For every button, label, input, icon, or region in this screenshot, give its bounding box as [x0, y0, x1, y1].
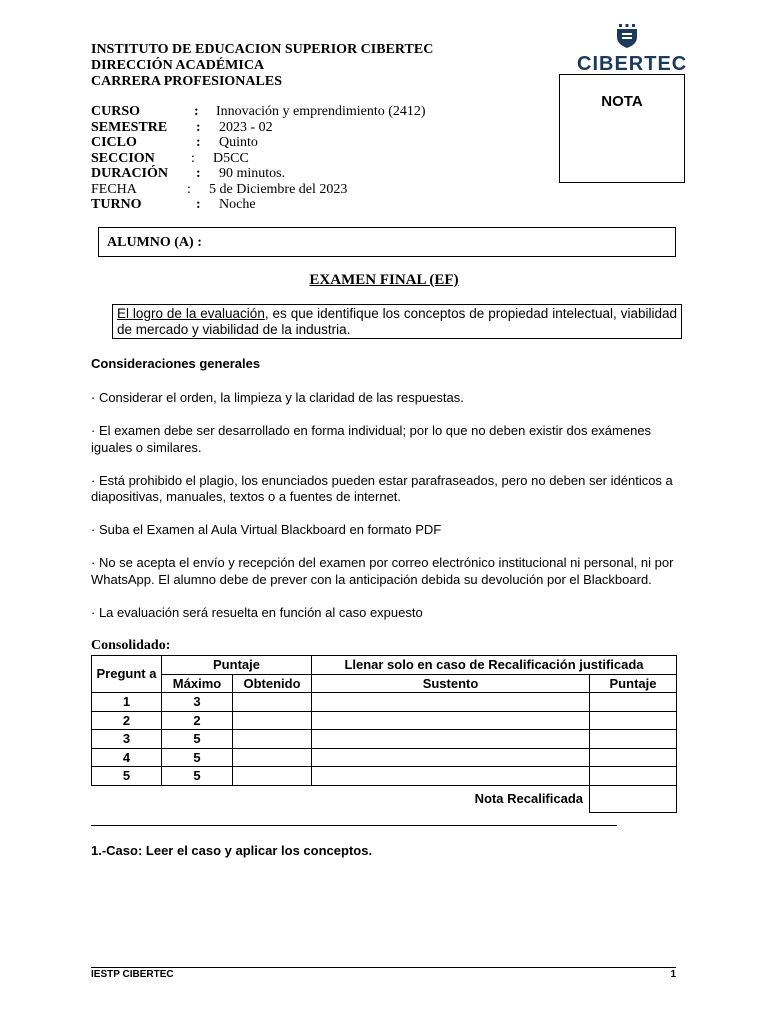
- puntaje-cell[interactable]: [590, 748, 677, 767]
- info-label: SEMESTRE: [91, 119, 168, 135]
- nota-recalificada-cell[interactable]: [590, 785, 677, 812]
- career-name: CARRERA PROFESIONALES: [91, 74, 282, 89]
- maximo-cell: 2: [162, 711, 233, 730]
- pregunta-cell: 5: [92, 767, 162, 786]
- table-subheader-row: [92, 674, 677, 693]
- list-item: · Está prohibido el plagio, los enunciados pueden estar parafraseados, pero no deben ser idénticos a diapositivas, manuales, textos o a fuentes de internet.: [91, 472, 673, 504]
- list-item: · Suba el Examen al Aula Virtual Blackboard en formato PDF: [91, 522, 442, 537]
- maximo-cell: 5: [162, 730, 233, 749]
- logro-underlined: El logro de la evaluación: [117, 306, 265, 321]
- table-row: [92, 767, 677, 786]
- institution-name: INSTITUTO DE EDUCACION SUPERIOR CIBERTEC: [91, 42, 434, 57]
- sustento-cell[interactable]: [312, 693, 590, 712]
- logro-box: [112, 304, 682, 339]
- header-sustento: Sustento: [312, 674, 590, 693]
- info-label: DURACIÓN: [91, 166, 168, 181]
- info-value: Innovación y emprendimiento (2412): [216, 104, 426, 119]
- info-separator: :: [196, 197, 201, 212]
- puntaje-cell[interactable]: [590, 730, 677, 749]
- info-label: FECHA: [91, 181, 137, 197]
- info-separator: :: [194, 104, 199, 119]
- consolidado-title: Consolidado:: [91, 638, 171, 653]
- considerations-list: [91, 390, 681, 638]
- footer-institution: IESTP CIBERTEC: [91, 969, 174, 980]
- maximo-cell: 5: [162, 748, 233, 767]
- info-value: 90 minutos.: [219, 166, 286, 181]
- footer-line: [91, 967, 676, 968]
- maximo-cell: 3: [162, 693, 233, 712]
- empty-cell: [233, 785, 312, 812]
- institution-header: [91, 42, 433, 90]
- direction-name: DIRECCIÓN ACADÉMICA: [91, 58, 265, 73]
- logo-text: CIBERTEC: [577, 53, 688, 75]
- info-label: CURSO: [91, 104, 141, 119]
- pregunta-cell: 1: [92, 693, 162, 712]
- obtenido-cell[interactable]: [233, 693, 312, 712]
- obtenido-cell[interactable]: [233, 711, 312, 730]
- info-separator: :: [196, 166, 201, 181]
- info-value: Quinto: [219, 135, 258, 150]
- sustento-cell[interactable]: [312, 730, 590, 749]
- consolidado-table: [91, 655, 677, 813]
- info-separator: :: [187, 181, 191, 197]
- table-row: [92, 711, 677, 730]
- table-header-row: [92, 656, 677, 675]
- sustento-cell[interactable]: [312, 767, 590, 786]
- info-value: Noche: [219, 197, 256, 212]
- pregunta-cell: 3: [92, 730, 162, 749]
- alumno-field[interactable]: [98, 227, 676, 257]
- header-maximo: Máximo: [162, 674, 233, 693]
- info-separator: :: [191, 150, 195, 166]
- list-item: · No se acepta el envío y recepción del examen por correo electrónico institucional ni personal, ni por WhatsApp. El alumno debe de prever con la anticipación debida su devolución por el Blackboard.: [91, 555, 674, 587]
- puntaje-cell[interactable]: [590, 711, 677, 730]
- obtenido-cell[interactable]: [233, 748, 312, 767]
- table-row: [92, 748, 677, 767]
- empty-cell: [92, 785, 162, 812]
- puntaje-cell[interactable]: [590, 767, 677, 786]
- nota-recalificada-row: [92, 785, 677, 812]
- nota-recalificada-label: Nota Recalificada: [474, 791, 583, 807]
- cibertec-logo: [577, 24, 688, 75]
- exam-title: EXAMEN FINAL (EF): [309, 272, 459, 288]
- info-value: 2023 - 02: [219, 119, 273, 135]
- info-value: D5CC: [213, 150, 249, 166]
- info-label: TURNO: [91, 197, 142, 212]
- alumno-label: ALUMNO (A) :: [107, 235, 202, 250]
- info-value: 5 de Diciembre del 2023: [209, 181, 348, 197]
- nota-box: [559, 74, 685, 183]
- info-separator: :: [196, 119, 201, 135]
- header-obtenido: Obtenido: [233, 674, 312, 693]
- header-puntaje-recal: Puntaje: [590, 674, 677, 693]
- sustento-cell[interactable]: [312, 711, 590, 730]
- maximo-cell: 5: [162, 767, 233, 786]
- logro-text: , es que identifique los conceptos de propiedad intelectual, viabilidad de mercado y viabilidad de la industria.: [117, 306, 677, 337]
- shield-icon: [616, 24, 638, 48]
- list-item: · Considerar el orden, la limpieza y la claridad de las respuestas.: [91, 390, 464, 405]
- puntaje-cell[interactable]: [590, 693, 677, 712]
- caso-title: 1.-Caso: Leer el caso y aplicar los conceptos.: [91, 843, 373, 858]
- obtenido-cell[interactable]: [233, 767, 312, 786]
- table-row: [92, 693, 677, 712]
- list-item: · El examen debe ser desarrollado en forma individual; por lo que no deben existir dos exámenes iguales o similares.: [91, 423, 652, 455]
- table-row: [92, 730, 677, 749]
- info-label: SECCION: [91, 150, 155, 166]
- header-recalificacion: Llenar solo en caso de Recalificación justificada: [312, 656, 677, 675]
- empty-cell: [162, 785, 233, 812]
- sustento-cell[interactable]: [312, 748, 590, 767]
- obtenido-cell[interactable]: [233, 730, 312, 749]
- nota-label: NOTA: [601, 93, 643, 110]
- separator-line: [91, 825, 617, 826]
- header-puntaje: Puntaje: [162, 656, 312, 675]
- info-separator: :: [196, 135, 201, 150]
- info-label: CICLO: [91, 135, 137, 150]
- considerations-title: Consideraciones generales: [91, 356, 261, 371]
- pregunta-cell: 4: [92, 748, 162, 767]
- page-number: 1: [670, 969, 676, 980]
- pregunta-cell: 2: [92, 711, 162, 730]
- list-item: · La evaluación será resuelta en función al caso expuesto: [91, 604, 423, 620]
- header-pregunta: Pregunt a: [92, 656, 162, 693]
